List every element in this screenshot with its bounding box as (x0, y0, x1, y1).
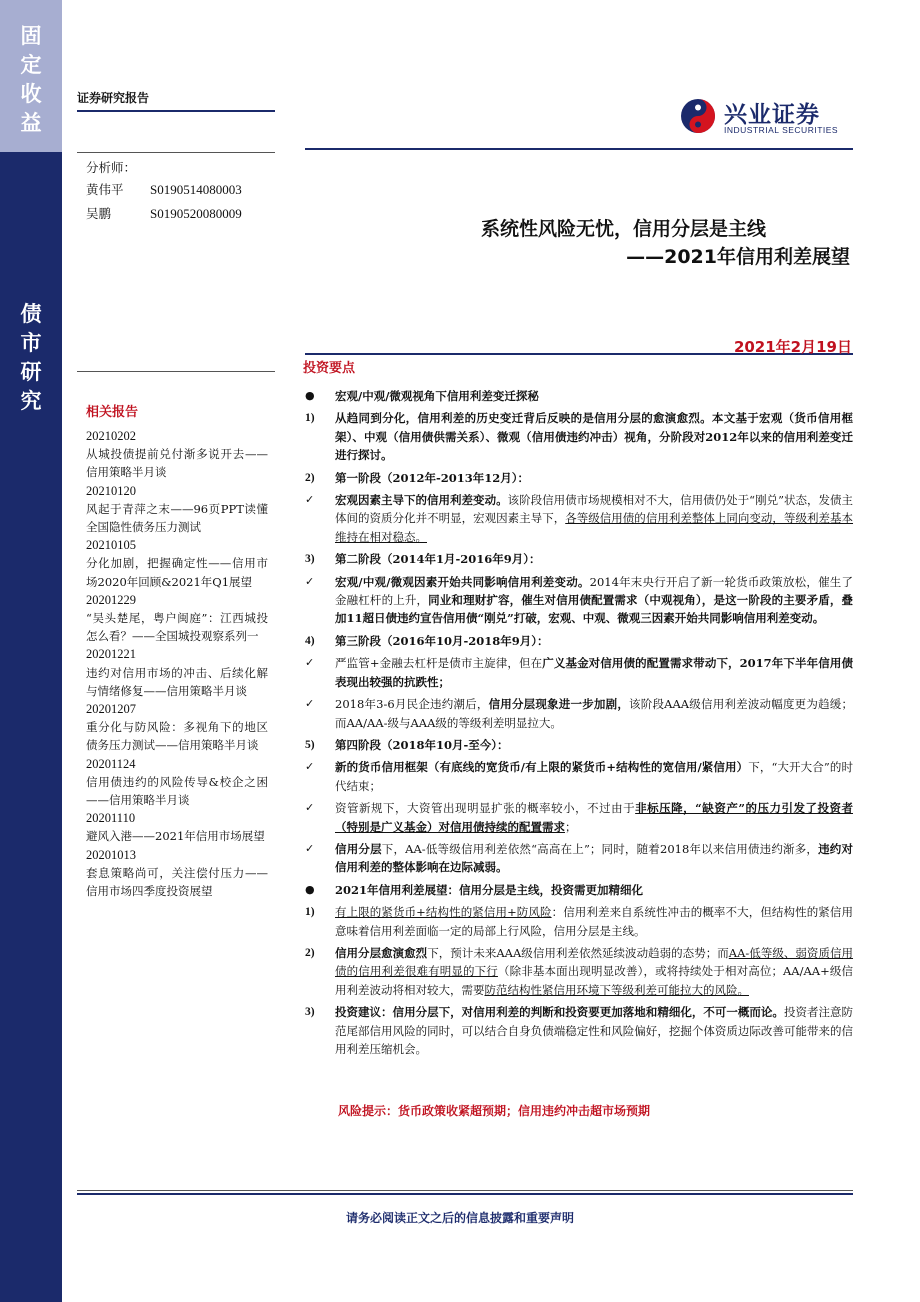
summary-point: 3) 投资建议：信用分层下，对信用利差的判断和投资要更加落地和精细化，不可一概而论。投资者注意防范尾部信用风险的同时，可以结合自身负债端稳定性和风险偏好，挖掘个体资质边际改善可能带来的信用利差压缩机会。 (305, 1005, 854, 1056)
report-title: 系统性风险无忧，信用分层是主线 (480, 218, 766, 240)
report-date: 2021年2月19日 (733, 338, 852, 356)
summary-point: 5) 第四阶段（2018年10月-至今）： (305, 737, 509, 752)
related-report-item[interactable]: 20210202 从城投债提前兑付渐多说开去——信用策略半月谈 (86, 429, 268, 480)
risk-warning: 风险提示：货币政策收紧超预期；信用违约冲击超市场预期 (338, 1104, 651, 1118)
summary-check: ✓ 严监管+金融去杠杆是债市主旋律，但在广义基金对信用债的配置需求带动下，2017年下半年信用债表现出较强的抗跌性； (305, 656, 853, 689)
summary-point: 3) 第二阶段（2014年1月-2016年9月）： (305, 552, 541, 567)
analyst-top-rule (77, 152, 275, 153)
related-reports-list (86, 427, 268, 900)
analyst-row (86, 204, 242, 222)
summary-check: ✓ 资管新规下，大资管出现明显扩张的概率较小，不过由于非标压降，“缺资产”的压力引发了投资者（特别是广义基金）对信用债持续的配置需求； (305, 801, 853, 834)
report-subtitle: ——2021年信用利差展望 (626, 246, 850, 268)
footer-rule-2 (77, 1193, 853, 1195)
footer-rule-1 (77, 1190, 853, 1191)
header-right-rule (305, 148, 853, 150)
related-report-item[interactable]: 20201124 信用债违约的风险传导&校企之困——信用策略半月谈 (86, 756, 268, 808)
summary-point: 4) 第三阶段（2016年10月-2018年9月）： (305, 633, 549, 648)
related-reports-heading: 相关报告 (86, 405, 139, 420)
summary-check: ✓ 新的货币信用框架（有底线的宽货币/有上限的紧货币+结构性的宽信用/紧信用）下，“大开大合”的时代结束； (305, 760, 853, 793)
summary-check: ✓ 宏观因素主导下的信用利差变动。该阶段信用债市场规模相对不大，信用债仍处于“刚兑”状态，发债主体间的资质分化并不明显，宏观因素主导下，各等级信用债的信用利差整体上同向变动，等级利差基本维持在相对稳态。 (305, 493, 854, 544)
summary-bullet: ● 2021年信用利差展望：信用分层是主线，投资需更加精细化 (305, 882, 644, 897)
summary-bullet: ● 宏观/中观/微观视角下信用利差变迁探秘 (305, 389, 539, 403)
analyst-id: S0190514080003 (150, 182, 242, 197)
logo-text-cn: 兴业证券 (724, 102, 820, 128)
summary-point: 1) 从趋同到分化，信用利差的历史变迁背后反映的是信用分层的愈演愈烈。本文基于宏观（货币信用框架）、中观（信用债供需关系）、微观（信用债违约冲击）视角，分阶段对2012年以来的信用利差变迁进行探讨。 (305, 411, 853, 463)
summary-check: ✓ 宏观/中观/微观因素开始共同影响信用利差变动。2014年末央行开启了新一轮货币政策放松，催生了金融杠杆的上升，同业和理财扩容，催生对信用债配置需求（中观视角），是这一阶段的主要矛盾，叠加11超日债违约宣告信用债“刚兑”打破，宏观、中观、微观三因素开始共同影响信用利差变动。 (305, 574, 853, 626)
header-left-rule (77, 110, 275, 112)
doc-type-label: 证券研究报告 (77, 91, 150, 105)
summary-check: ✓ 2018年3-6月民企违约潮后，信用分层现象进一步加剧，该阶段AAA级信用利差波动幅度更为趋缓；而AA/AA-级与AAA级的等级利差明显拉大。 (305, 697, 853, 730)
analyst-row (86, 180, 242, 198)
related-report-item[interactable]: 20201207 重分化与防风险：多视角下的地区债务压力测试——信用策略半月谈 (86, 702, 268, 753)
related-report-item[interactable]: 20210120 风起于青萍之末——96页PPT读懂全国隐性债务压力测试 (86, 483, 268, 535)
company-logo (680, 98, 855, 140)
related-report-item[interactable]: 20201229 “吴头楚尾，粤户闽庭”：江西城投怎么看？——全国城投观察系列一 (86, 592, 268, 644)
summary-point: 1) 有上限的紧货币+结构性的紧信用+防风险：信用利差来自系统性冲击的概率不大，但结构性的紧信用意味着信用利差面临一定的局部上行风险，信用分层是主线。 (305, 905, 853, 938)
sidebar-section-label: 债 市 研 究 (20, 302, 42, 413)
related-report-item[interactable]: 20210105 分化加剧，把握确定性——信用市场2020年回顾&2021年Q1展望 (86, 538, 268, 589)
summary-point: 2) 第一阶段（2012年-2013年12月）： (305, 470, 530, 485)
analyst-heading: 分析师： (86, 160, 137, 175)
related-report-item[interactable]: 20201013 套息策略尚可，关注偿付压力——信用市场四季度投资展望 (86, 847, 268, 899)
analyst-name: 吴鹏 (86, 206, 112, 221)
summary-heading: 投资要点 (303, 361, 356, 376)
logo-mark-icon (680, 98, 716, 134)
related-report-item[interactable]: 20201221 违约对信用市场的冲击、后续化解与情绪修复——信用策略半月谈 (86, 647, 268, 698)
related-report-item[interactable]: 20201110 避风入港——2021年信用市场展望 (86, 811, 265, 844)
analyst-name: 黄伟平 (86, 182, 124, 197)
related-top-rule (77, 371, 275, 372)
analyst-id: S0190520080009 (150, 206, 242, 221)
sidebar-category-label: 固 定 收 益 (20, 24, 42, 135)
summary-check: ✓ 信用分层下，AA-低等级信用利差依然“高高在上”；同时，随着2018年以来信用债违约渐多，违约对信用利差的整体影响在边际减弱。 (305, 841, 853, 875)
footer-disclaimer: 请务必阅读正文之后的信息披露和重要声明 (345, 1211, 574, 1225)
summary-body (305, 387, 853, 1062)
logo-text-en: INDUSTRIAL SECURITIES (724, 125, 839, 135)
summary-point: 2) 信用分层愈演愈烈下，预计未来AAA级信用利差依然延续波动趋弱的态势；而AA-低等级、弱资质信用债的信用利差很难有明显的下行（除非基本面出现明显改善），或将持续处于相对高位；AA/AA+级信用利差波动将相对较大，需要防范结构性紧信用环境下等级利差可能拉大的风险。 (305, 945, 854, 997)
